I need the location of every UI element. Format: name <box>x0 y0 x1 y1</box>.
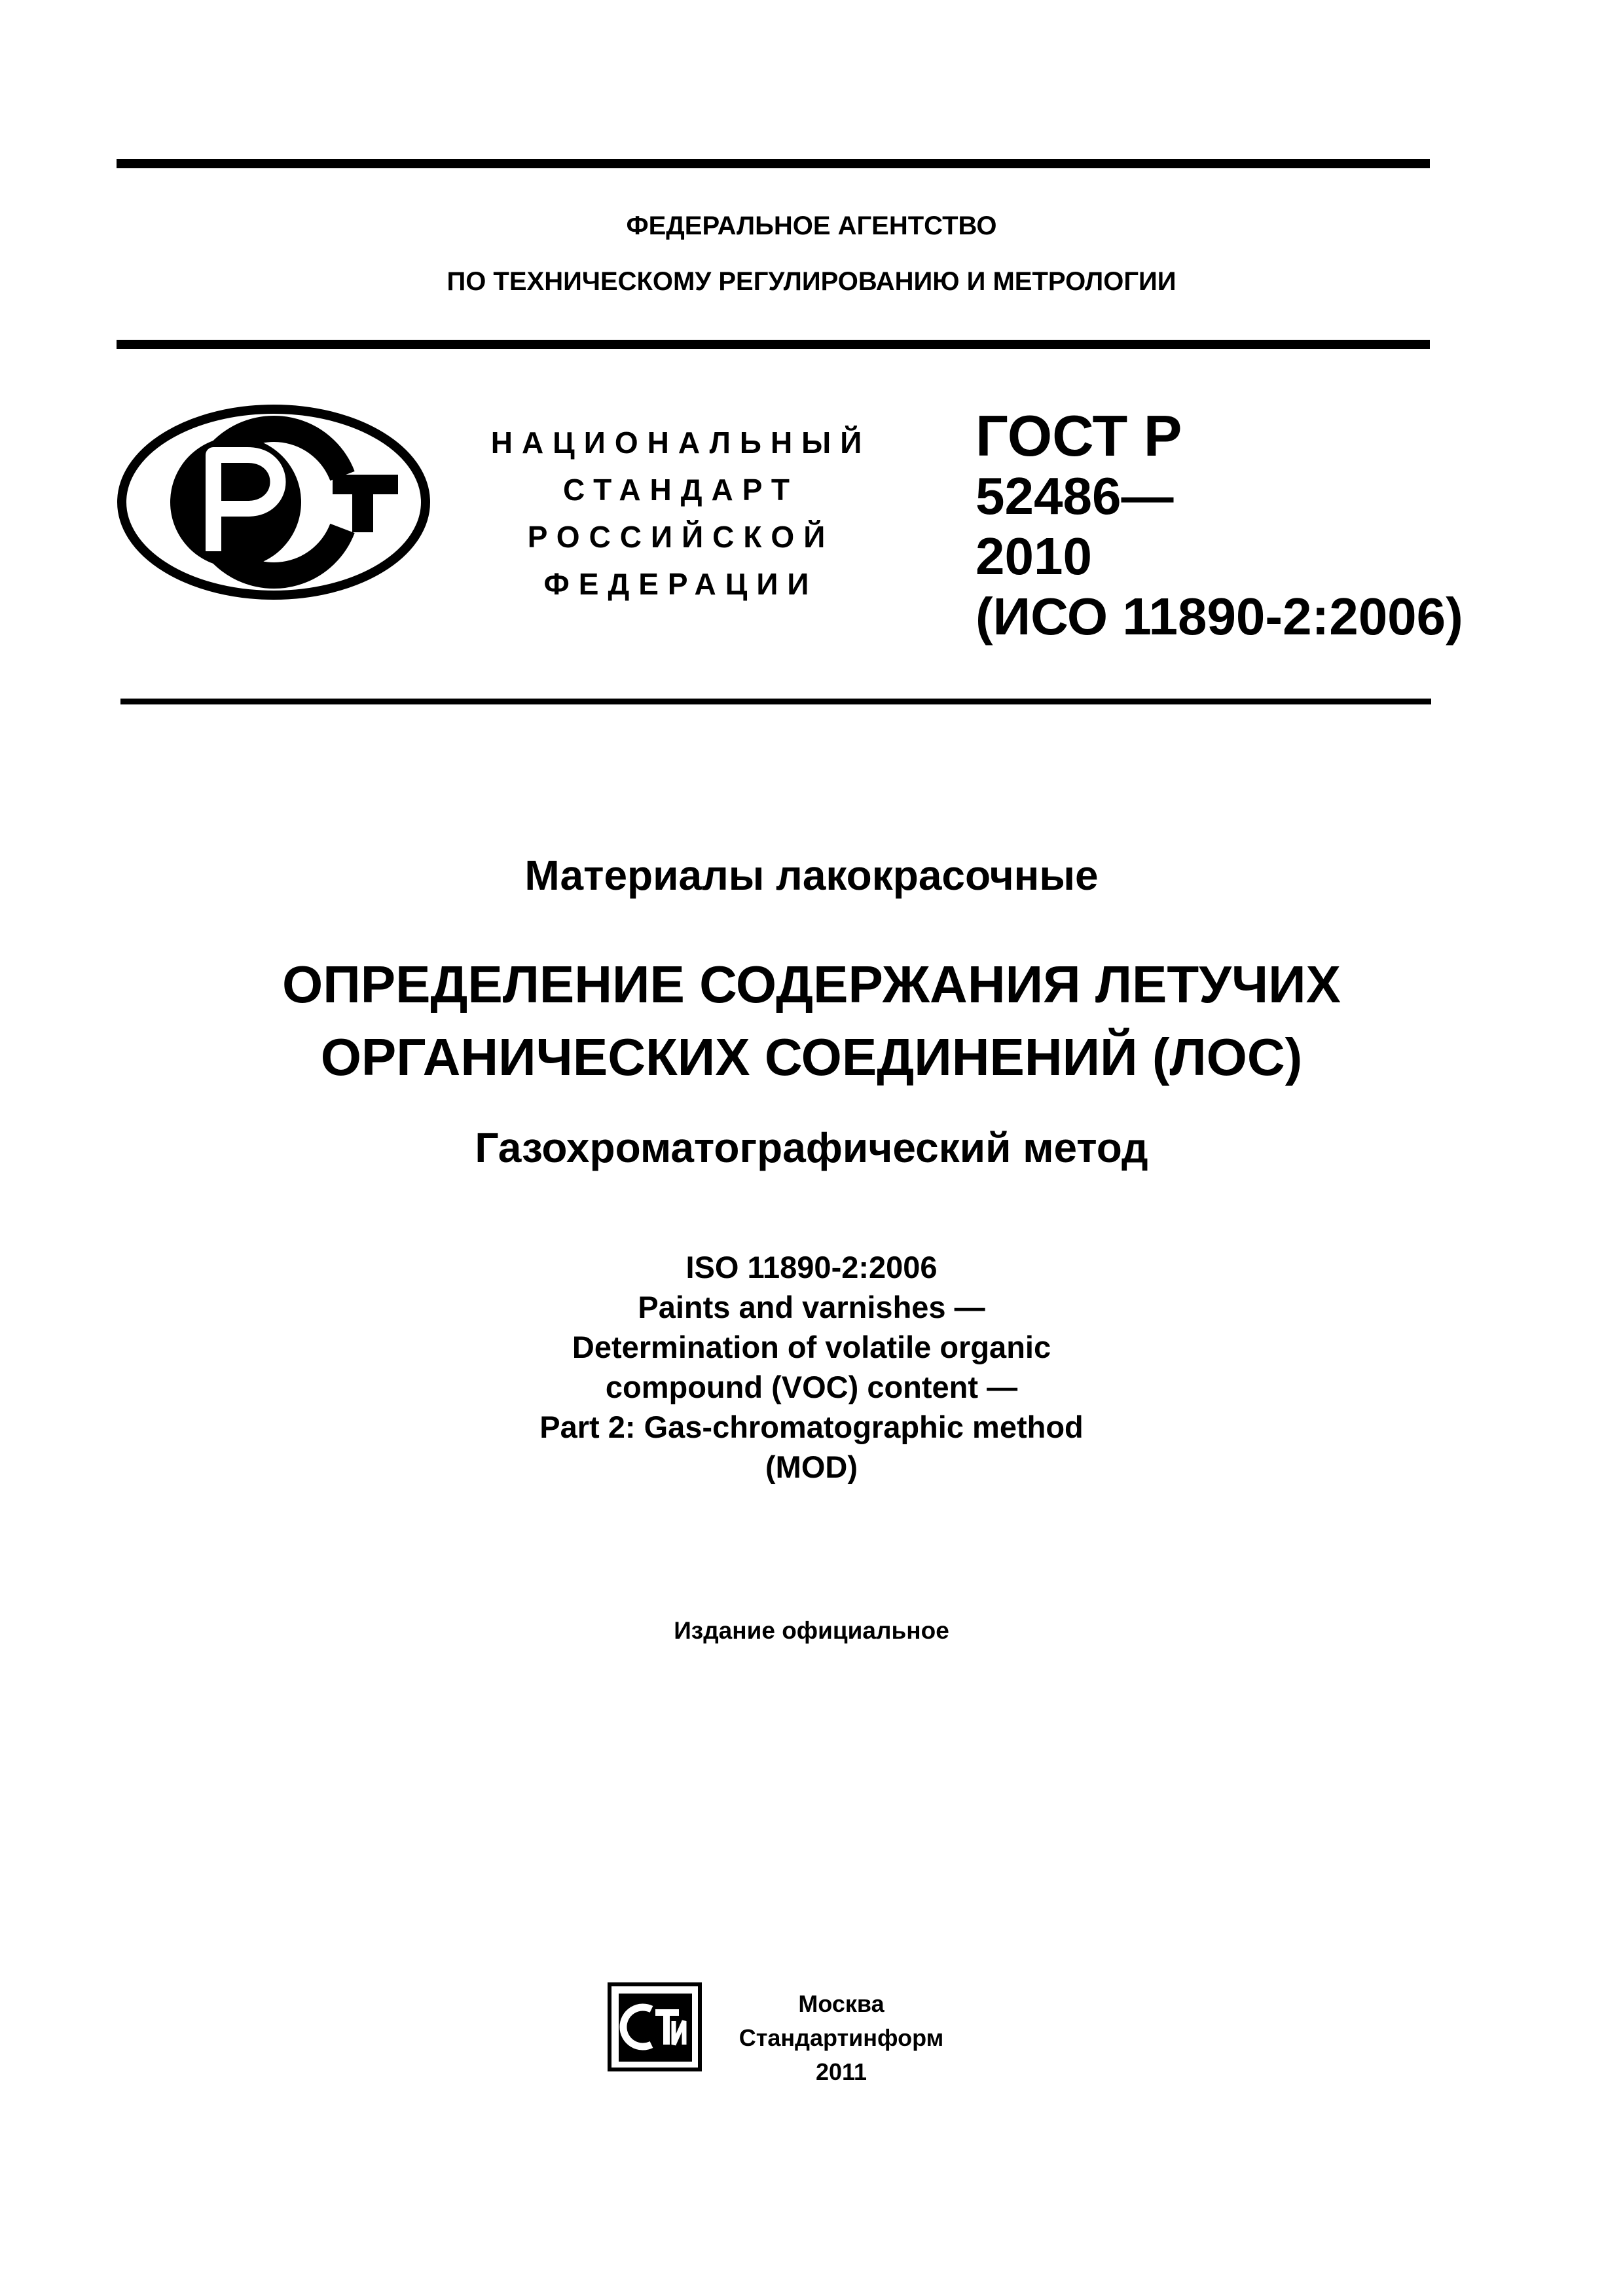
designation-line1: ГОСТ Р <box>976 403 1182 468</box>
publisher-year: 2011 <box>815 2058 867 2085</box>
national-standard-label-line4: ФЕДЕРАЦИИ <box>543 567 818 601</box>
publisher-info <box>720 1987 962 2089</box>
agency-rule <box>117 340 1430 349</box>
publisher-name: Стандартинформ <box>739 2024 944 2051</box>
document-title-line2: ОРГАНИЧЕСКИХ СОЕДИНЕНИЙ (ЛОС) <box>320 1028 1303 1086</box>
iso-reference-line5: Part 2: Gas-chromatographic method <box>539 1410 1084 1444</box>
standartinform-logo-icon <box>606 1980 704 2073</box>
agency-name-line2: ПО ТЕХНИЧЕСКОМУ РЕГУЛИРОВАНИЮ И МЕТРОЛОГИИ <box>447 267 1176 296</box>
iso-reference-line1: ISO 11890-2:2006 <box>685 1250 938 1285</box>
top-rule <box>117 159 1430 168</box>
document-method: Газохроматографический метод <box>475 1124 1148 1171</box>
iso-reference-line6: (MOD) <box>765 1449 858 1484</box>
iso-reference-line4: compound (VOC) content — <box>605 1370 1018 1404</box>
standard-designation <box>976 403 1473 647</box>
national-standard-label <box>458 419 903 608</box>
national-standard-label-line2: СТАНДАРТ <box>563 473 799 507</box>
iso-reference <box>0 1247 1623 1487</box>
publisher-city: Москва <box>798 1990 884 2017</box>
iso-reference-line2: Paints and varnishes — <box>638 1290 985 1324</box>
agency-name-line1: ФЕДЕРАЛЬНОЕ АГЕНТСТВО <box>626 211 997 240</box>
edition-label: Издание официальное <box>674 1617 949 1644</box>
designation-line2: 52486— <box>976 467 1174 525</box>
document-subject: Материалы лакокрасочные <box>524 852 1099 899</box>
national-standard-label-line1: НАЦИОНАЛЬНЫЙ <box>490 426 871 460</box>
document-title-line1: ОПРЕДЕЛЕНИЕ СОДЕРЖАНИЯ ЛЕТУЧИХ <box>282 955 1341 1013</box>
designation-rule <box>120 699 1431 704</box>
iso-reference-line3: Determination of volatile organic <box>572 1330 1051 1364</box>
rst-certification-emblem-icon <box>117 404 431 600</box>
designation-line4: (ИСО 11890-2:2006) <box>976 587 1463 646</box>
designation-line3: 2010 <box>976 527 1092 585</box>
national-standard-label-line3: РОССИЙСКОЙ <box>527 520 835 554</box>
